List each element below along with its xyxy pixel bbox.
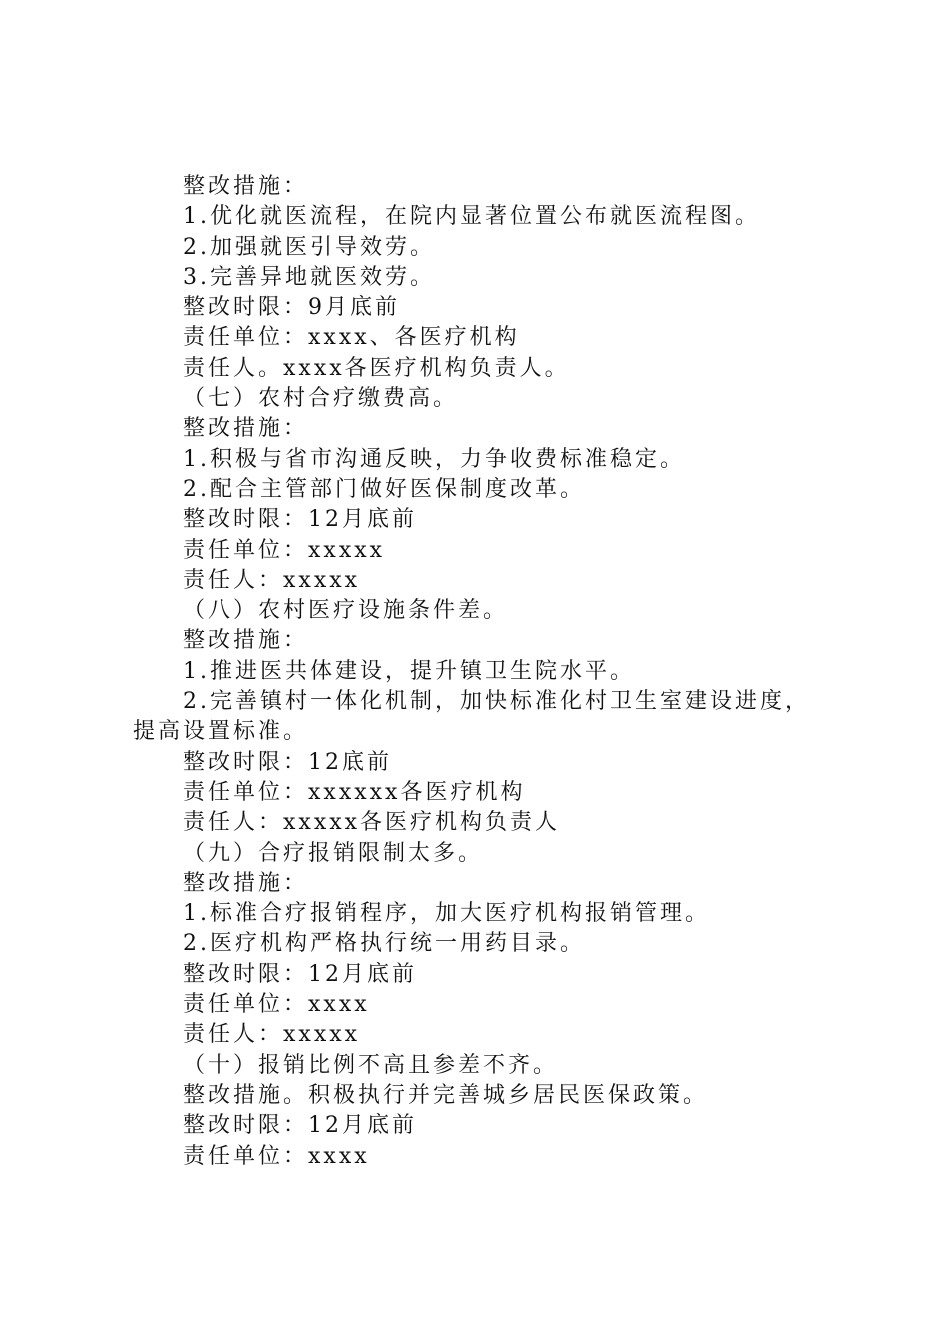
text-line: 整改时限：12月底前 — [183, 507, 417, 533]
text-line: 整改时限：12底前 — [183, 749, 392, 775]
text-line: 1.优化就医流程，在院内显著位置公布就医流程图。 — [183, 204, 760, 230]
text-line: 责任单位：xxxx — [183, 1143, 370, 1169]
text-line: 责任单位：xxxxx — [183, 537, 386, 563]
text-line: 整改时限：12月底前 — [183, 961, 417, 987]
text-line: 责任人：xxxxx — [183, 1022, 361, 1048]
text-line: 责任单位：xxxx、各医疗机构 — [183, 325, 520, 351]
text-line: 责任单位：xxxx — [183, 992, 370, 1018]
text-line: 责任人。xxxx各医疗机构负责人。 — [183, 355, 570, 381]
text-line: 整改措施： — [183, 628, 309, 654]
text-line: 3.完善异地就医效劳。 — [183, 264, 435, 290]
text-line: 2.医疗机构严格执行统一用药目录。 — [183, 931, 585, 957]
text-line: 整改时限：9月底前 — [183, 295, 400, 321]
section-heading: （十）报销比例不高且参差不齐。 — [183, 1052, 559, 1078]
text-line: 整改时限：12月底前 — [183, 1113, 417, 1139]
text-line: 整改措施。积极执行并完善城乡居民医保政策。 — [183, 1082, 709, 1108]
text-line: 整改措施： — [183, 870, 309, 896]
text-line: 责任人：xxxxx — [183, 567, 361, 593]
section-heading: （七）农村合疗缴费高。 — [183, 386, 459, 412]
document-body — [133, 172, 823, 1172]
text-line: 1.标准合疗报销程序，加大医疗机构报销管理。 — [183, 901, 710, 927]
section-heading: （八）农村医疗设施条件差。 — [183, 598, 509, 624]
text-line: 1.积极与省市沟通反映，力争收费标准稳定。 — [183, 446, 685, 472]
text-line: 责任单位：xxxxxx各医疗机构 — [183, 779, 526, 805]
text-line: 整改措施： — [183, 174, 309, 199]
text-line: 2.配合主管部门做好医保制度改革。 — [183, 476, 585, 502]
text-line: 1.推进医共体建设，提升镇卫生院水平。 — [183, 658, 635, 684]
text-line: 2.加强就医引导效劳。 — [183, 234, 435, 260]
text-line: 2.完善镇村一体化机制，加快标准化村卫生室建设进度， — [183, 689, 810, 715]
text-line-continuation: 提高设置标准。 — [133, 719, 309, 745]
section-heading: （九）合疗报销限制太多。 — [183, 840, 484, 866]
text-line: 整改措施： — [183, 416, 309, 442]
text-line: 责任人：xxxxx各医疗机构负责人 — [183, 810, 561, 836]
